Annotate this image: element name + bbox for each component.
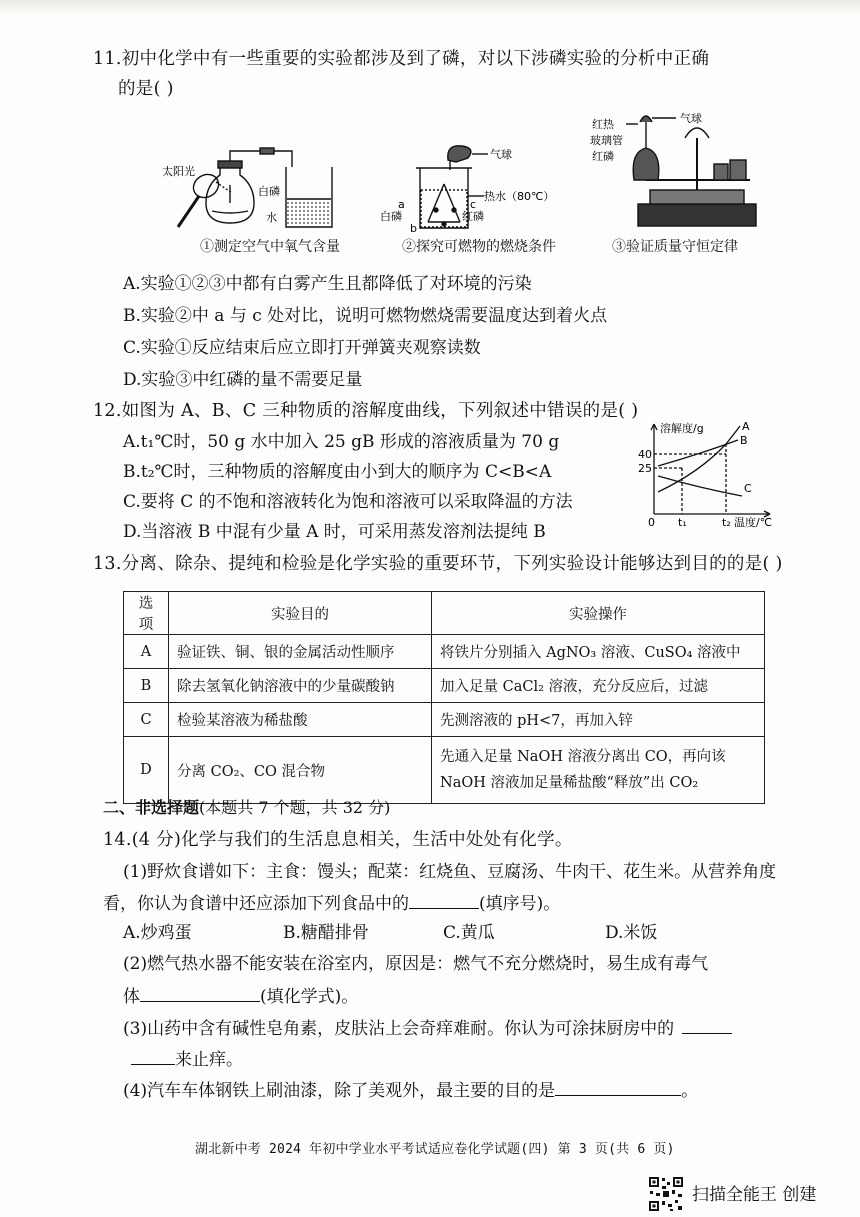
- curve-b: [658, 440, 738, 466]
- q13-title: 13.分离、除杂、提纯和检验是化学实验的重要环节，下列实验设计能够达到目的的是( ): [93, 554, 783, 574]
- row-d-option: D: [124, 737, 169, 804]
- chart-curve-label-c: C: [744, 482, 752, 495]
- q11-title-line2: 的是( ): [118, 79, 174, 99]
- q11-figure-3: [590, 108, 770, 238]
- q14-choice-a: A.炒鸡蛋: [123, 923, 192, 943]
- q14-p4-end: 。: [681, 1081, 699, 1101]
- row-d-operation-line1: 先通入足量 NaOH 溶液分离出 CO，再向该: [440, 749, 726, 765]
- q11-fig2-caption: ②探究可燃物的燃烧条件: [402, 239, 556, 255]
- q11-fig1-caption: ①测定空气中氧气含量: [200, 239, 340, 255]
- scanner-watermark: 扫描全能王 创建: [692, 1185, 817, 1205]
- q11-figure-2: [380, 140, 555, 240]
- q14-choice-d: D.米饭: [605, 923, 658, 943]
- q12-option-b: B.t₂℃时，三种物质的溶解度由小到大的顺序为 C<B<A: [123, 462, 552, 482]
- q14-p2-text: 体: [123, 987, 140, 1007]
- row-d-goal: 分离 CO₂、CO 混合物: [169, 737, 432, 804]
- chart-origin: 0: [648, 516, 655, 529]
- table-header-option: 选项: [124, 592, 169, 635]
- chart-curve-label-b: B: [740, 434, 748, 447]
- fig3-label-glass-tube: 玻璃管: [590, 134, 623, 147]
- curve-a: [658, 426, 740, 492]
- fig3-label-hot: 红热: [592, 118, 614, 131]
- q14-p4-answer-blank[interactable]: [555, 1077, 681, 1096]
- page-footer: 湖北新中考 2024 年初中学业水平考试适应卷化学试题(四) 第 3 页(共 6 页): [195, 1142, 675, 1157]
- fig2-label-hot-water: 热水（80℃）: [484, 190, 555, 203]
- chart-curve-label-a: A: [742, 420, 750, 433]
- q14-p3-text: (3)山药中含有碱性皂角素，皮肤沾上会奇痒难耐。你认为可涂抹厨房中的: [123, 1019, 675, 1039]
- q14-p3-answer-blank-b[interactable]: [131, 1046, 175, 1065]
- row-d-operation-line2: NaOH 溶液加足量稀盐酸“释放”出 CO₂: [440, 775, 699, 791]
- qr-code-icon: [648, 1176, 684, 1212]
- row-b-goal: 除去氢氧化钠溶液中的少量碳酸钠: [169, 669, 432, 703]
- q14-p4-text: (4)汽车车体钢铁上刷油漆，除了美观外，最主要的目的是: [123, 1081, 556, 1101]
- q12-solubility-chart: [630, 418, 780, 530]
- table-row: [124, 737, 765, 804]
- section2-header: [103, 796, 390, 820]
- fig1-label-water: 水: [266, 211, 277, 224]
- q12-title: 12.如图为 A、B、C 三种物质的溶解度曲线，下列叙述中错误的是( ): [93, 401, 639, 421]
- table-row: [124, 669, 765, 703]
- row-c-operation: 先测溶液的 pH<7，再加入锌: [432, 703, 765, 737]
- row-a-option: A: [124, 635, 169, 669]
- row-a-goal: 验证铁、铜、银的金属活动性顺序: [169, 635, 432, 669]
- chart-ytick-25: 25: [638, 462, 652, 475]
- q14-p3-line2: [131, 1046, 243, 1072]
- q14-p3-end: 来止痒。: [175, 1050, 243, 1070]
- fig2-label-red-phosphorus: 红磷: [462, 210, 484, 223]
- row-c-goal: 检验某溶液为稀盐酸: [169, 703, 432, 737]
- q14-p3-line1: [123, 1015, 732, 1041]
- table-row: [124, 635, 765, 669]
- row-d-operation: [432, 737, 765, 804]
- table-header-goal: 实验目的: [169, 592, 432, 635]
- q11-figure-1: [162, 145, 362, 245]
- q14-p1-line1: (1)野炊食谱如下：主食：馒头；配菜：红烧鱼、豆腐汤、牛肉干、花生米。从营养角度: [123, 862, 777, 882]
- row-b-operation: 加入足量 CaCl₂ 溶液，充分反应后，过滤: [432, 669, 765, 703]
- fig3-label-balloon: 气球: [680, 112, 702, 125]
- fig1-label-white-phosphorus: 白磷: [258, 185, 280, 198]
- chart-xlabel: 温度/℃: [734, 516, 773, 529]
- q14-p2-line2: [123, 983, 358, 1009]
- q14-choice-b: B.糖醋排骨: [283, 923, 369, 943]
- fig1-label-sun: 太阳光: [162, 165, 195, 178]
- section2-heading: 二、非选择题: [103, 798, 200, 817]
- q12-option-d: D.当溶液 B 中混有少量 A 时，可采用蒸发溶剂法提纯 B: [123, 522, 546, 542]
- table-header-operation: 实验操作: [432, 592, 765, 635]
- row-b-option: B: [124, 669, 169, 703]
- q11-title-line1: 11.初中化学中有一些重要的实验都涉及到了磷，对以下涉磷实验的分析中正确: [93, 49, 710, 69]
- section2-note: (本题共 7 个题，共 32 分): [199, 798, 391, 817]
- q11-option-c: C.实验①反应结束后应立即打开弹簧夹观察读数: [123, 338, 481, 358]
- q14-p2-hint: (填化学式)。: [260, 987, 359, 1007]
- fig2-label-b: b: [410, 222, 417, 235]
- q14-p1-hint: (填序号)。: [479, 894, 561, 914]
- q14-p2-line1: (2)燃气热水器不能安装在浴室内，原因是：燃气不充分燃烧时，易生成有毒气: [123, 954, 709, 974]
- q14-p3-answer-blank-a[interactable]: [682, 1015, 732, 1034]
- q13-table: [123, 591, 765, 804]
- q14-p2-answer-blank[interactable]: [140, 983, 260, 1002]
- q14-p1-line2: [103, 890, 560, 916]
- q12-option-c: C.要将 C 的不饱和溶液转化为饱和溶液可以采取降温的方法: [123, 492, 573, 512]
- fig2-label-a: a: [398, 198, 405, 211]
- chart-ytick-40: 40: [638, 448, 652, 461]
- q14-p1-text: 看，你认为食谱中还应添加下列食品中的: [103, 894, 409, 914]
- q11-option-b: B.实验②中 a 与 c 处对比，说明可燃物燃烧需要温度达到着火点: [123, 306, 608, 326]
- q14-title: 14.(4 分)化学与我们的生活息息相关，生活中处处有化学。: [103, 830, 573, 850]
- q11-option-d: D.实验③中红磷的量不需要足量: [123, 370, 363, 390]
- chart-ylabel: 溶解度/g: [660, 422, 704, 435]
- q12-option-a: A.t₁℃时，50 g 水中加入 25 gB 形成的溶液质量为 70 g: [123, 432, 560, 452]
- chart-xtick-t1: t₁: [678, 516, 687, 529]
- q14-p1-answer-blank[interactable]: [409, 890, 479, 909]
- chart-xtick-t2: t₂: [722, 516, 731, 529]
- q14-choice-c: C.黄瓜: [443, 923, 495, 943]
- fig3-label-red-phosphorus: 红磷: [592, 150, 614, 163]
- fig2-label-white-phosphorus: 白磷: [380, 210, 402, 223]
- row-c-option: C: [124, 703, 169, 737]
- fig2-label-balloon: 气球: [490, 148, 512, 161]
- q11-fig3-caption: ③验证质量守恒定律: [612, 239, 738, 255]
- table-row: [124, 703, 765, 737]
- q11-option-a: A.实验①②③中都有白雾产生且都降低了对环境的污染: [123, 274, 532, 294]
- row-a-operation: 将铁片分别插入 AgNO₃ 溶液、CuSO₄ 溶液中: [432, 635, 765, 669]
- q14-p4-line1: [123, 1077, 698, 1103]
- fig2-label-c: c: [470, 198, 477, 211]
- scan-edge: [0, 0, 860, 14]
